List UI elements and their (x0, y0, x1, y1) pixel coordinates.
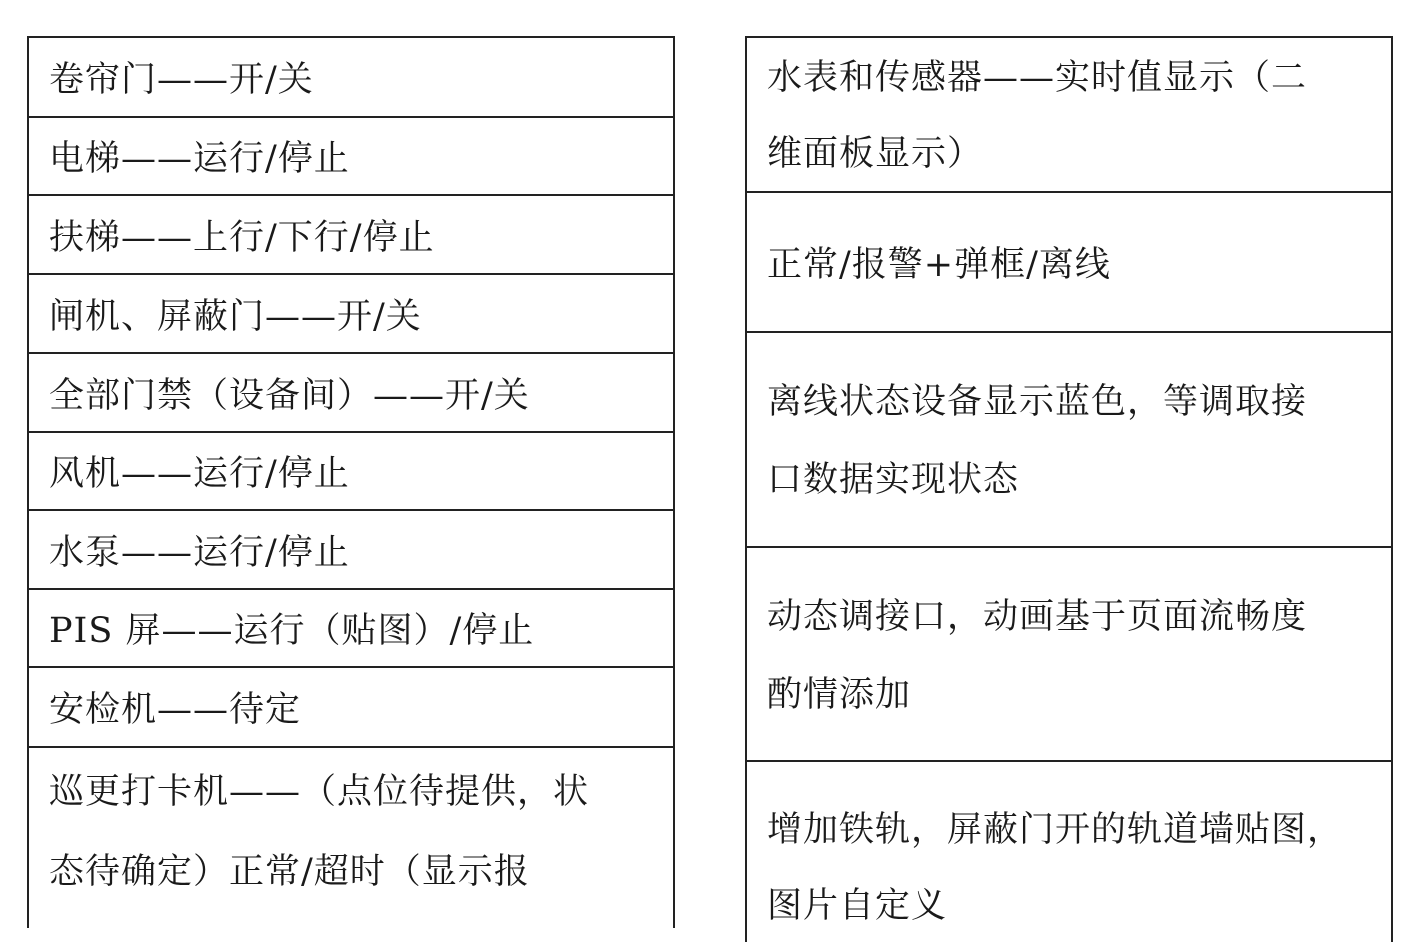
left-row-5 (29, 354, 673, 433)
right-row-2-text: 正常/报警+弹框/离线 (767, 245, 1111, 285)
left-row-2-text: 电梯——运行/停止 (49, 139, 350, 179)
right-row-1-line-2: 维面板显示） (767, 134, 984, 174)
left-row-6 (29, 433, 673, 511)
right-row-1 (747, 38, 1391, 193)
left-row-9 (29, 668, 673, 748)
right-row-5-line-2: 图片自定义 (767, 886, 948, 926)
left-row-4-text: 闸机、屏蔽门——开/关 (49, 296, 422, 337)
right-row-3-line-2: 口数据实现状态 (767, 460, 1020, 500)
left-row-8-text: PIS 屏——运行（贴图）/停止 (49, 611, 535, 651)
right-row-4-line-2: 酌情添加 (767, 675, 912, 715)
left-row-2 (29, 118, 673, 196)
left-row-5-text: 全部门禁（设备间）——开/关 (49, 375, 530, 416)
left-row-10-line-1: 巡更打卡机——（点位待提供，状 (49, 772, 590, 812)
left-table (27, 36, 675, 928)
left-row-7 (29, 511, 673, 590)
left-row-1-text: 卷帘门——开/关 (49, 60, 314, 100)
right-row-5-line-1: 增加铁轨，屏蔽门开的轨道墙贴图， (767, 810, 1344, 850)
right-row-3 (747, 333, 1391, 548)
right-row-1-line-1: 水表和传感器——实时值显示（二 (767, 58, 1308, 98)
left-row-8 (29, 590, 673, 668)
right-table (745, 36, 1393, 942)
left-row-6-text: 风机——运行/停止 (49, 454, 350, 494)
right-row-4-line-1: 动态调接口，动画基于页面流畅度 (767, 597, 1308, 637)
right-row-5 (747, 762, 1391, 942)
left-row-3 (29, 196, 673, 275)
left-row-10-line-2: 态待确定）正常/超时（显示报 (49, 852, 530, 892)
left-row-3-text: 扶梯——上行/下行/停止 (49, 217, 435, 258)
right-row-3-line-1: 离线状态设备显示蓝色，等调取接 (767, 382, 1308, 422)
left-row-10 (29, 748, 673, 928)
left-row-1 (29, 38, 673, 118)
left-row-9-text: 安检机——待定 (49, 690, 302, 730)
right-row-2 (747, 193, 1391, 333)
left-row-4 (29, 275, 673, 354)
left-row-7-text: 水泵——运行/停止 (49, 532, 350, 573)
right-row-4 (747, 548, 1391, 762)
